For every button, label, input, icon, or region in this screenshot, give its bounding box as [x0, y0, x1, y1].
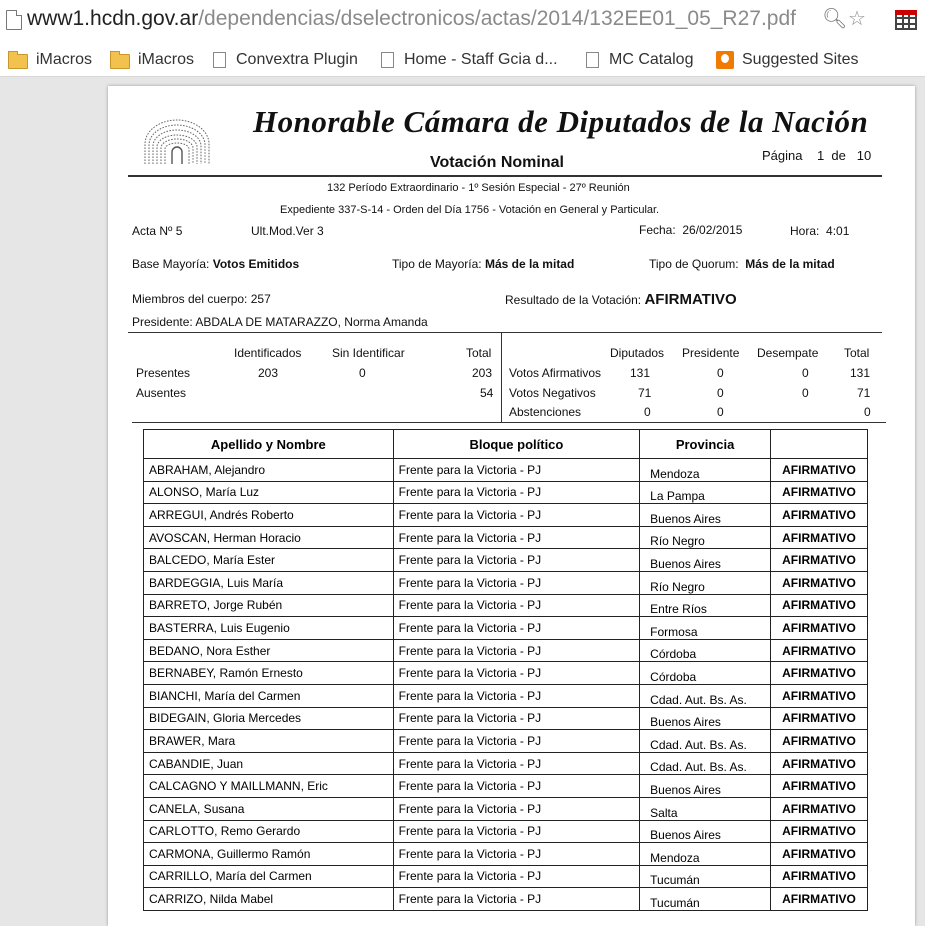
summary-header-diputados: Diputados [610, 346, 665, 360]
page-icon [381, 52, 394, 68]
cell-vote: AFIRMATIVO [771, 797, 868, 820]
cell-vote: AFIRMATIVO [771, 752, 868, 775]
url-host: www1.hcdn.gov.ar [27, 7, 199, 30]
ausentes-total: 54 [480, 386, 494, 400]
table-row [144, 594, 868, 617]
cell-name: BEDANO, Nora Esther [144, 639, 394, 662]
cell-vote: AFIRMATIVO [771, 707, 868, 730]
base-mayoria [132, 257, 299, 271]
table-row [144, 730, 868, 753]
cell-bloque: Frente para la Victoria - PJ [393, 662, 639, 685]
bookmark-home-staff[interactable] [381, 49, 558, 71]
bookmark-label: iMacros [138, 51, 195, 68]
miembros-label: Miembros del cuerpo: [132, 292, 248, 306]
page-total: 10 [856, 148, 872, 163]
bookmark-suggested-sites[interactable] [716, 49, 859, 71]
bookmark-label: iMacros [36, 51, 93, 68]
presentes-sin-identificar: 0 [359, 366, 366, 380]
bookmark-label: Home - Staff Gcia d... [404, 51, 558, 68]
cell-vote: AFIRMATIVO [771, 481, 868, 504]
cell-vote: AFIRMATIVO [771, 594, 868, 617]
bookmark-star-icon[interactable]: ☆ [848, 8, 866, 30]
cell-bloque: Frente para la Victoria - PJ [393, 730, 639, 753]
summary-cell: 0 [717, 366, 724, 380]
column-header-provincia: Provincia [640, 430, 771, 459]
cell-bloque: Frente para la Victoria - PJ [393, 571, 639, 594]
cell-prov: Buenos Aires [640, 820, 771, 843]
tipo-mayoria [392, 257, 574, 271]
cell-name: ALONSO, María Luz [144, 481, 394, 504]
fecha-value: 26/02/2015 [682, 223, 743, 237]
cell-name: BRAWER, Mara [144, 730, 394, 753]
summary-cell: 71 [638, 386, 652, 400]
cell-bloque: Frente para la Victoria - PJ [393, 865, 639, 888]
table-row [144, 707, 868, 730]
summary-top-rule [128, 332, 882, 333]
cell-prov: Buenos Aires [640, 504, 771, 527]
cell-bloque: Frente para la Victoria - PJ [393, 752, 639, 775]
hora-field [790, 224, 849, 238]
cell-prov: Tucumán [640, 888, 771, 911]
session-line: 132 Período Extraordinario - 1º Sesión Especial - 27º Reunión [327, 182, 630, 194]
summary-cell: 131 [630, 366, 651, 380]
resultado-value: AFIRMATIVO [644, 291, 737, 308]
cell-prov: Córdoba [640, 662, 771, 685]
cell-vote: AFIRMATIVO [771, 843, 868, 866]
table-row [144, 797, 868, 820]
cell-vote: AFIRMATIVO [771, 639, 868, 662]
table-row [144, 571, 868, 594]
cell-bloque: Frente para la Victoria - PJ [393, 684, 639, 707]
table-row [144, 481, 868, 504]
hora-value: 4:01 [826, 224, 850, 238]
cell-prov: Mendoza [640, 843, 771, 866]
cell-bloque: Frente para la Victoria - PJ [393, 888, 639, 911]
cell-prov: Cdad. Aut. Bs. As. [640, 684, 771, 707]
tipo-quorum-value: Más de la mitad [745, 257, 835, 271]
bookmark-label: Suggested Sites [742, 51, 859, 68]
cell-name: ABRAHAM, Alejandro [144, 459, 394, 482]
summary-cell: 0 [864, 405, 871, 419]
suggested-sites-icon [716, 51, 734, 69]
tipo-mayoria-value: Más de la mitad [484, 257, 575, 271]
bookmark-imacros-2[interactable] [110, 49, 194, 71]
summary-header-total: Total [844, 346, 870, 360]
cell-name: CANELA, Susana [144, 797, 394, 820]
table-row [144, 662, 868, 685]
cell-name: CABANDIE, Juan [144, 752, 394, 775]
cell-vote: AFIRMATIVO [771, 865, 868, 888]
version-label: Ult.Mod.Ver 3 [251, 224, 324, 238]
attendance-header-total: Total [466, 346, 492, 360]
presidente-value: ABDALA DE MATARAZZO, Norma Amanda [195, 315, 428, 329]
hora-label: Hora: [790, 224, 820, 238]
table-header-row [144, 430, 868, 459]
bookmark-label: Convextra Plugin [236, 51, 358, 68]
cell-name: BIANCHI, María del Carmen [144, 684, 394, 707]
cell-bloque: Frente para la Victoria - PJ [393, 639, 639, 662]
summary-row-label: Votos Afirmativos [509, 366, 602, 380]
pdf-page [108, 86, 915, 926]
url-path: /dependencias/dselectronicos/actas/2014/132EE01_05_R27.pdf [198, 7, 796, 30]
votes-table [143, 429, 868, 911]
folder-icon [8, 54, 28, 69]
summary-header-presidente: Presidente [682, 346, 740, 360]
cell-bloque: Frente para la Victoria - PJ [393, 617, 639, 640]
cell-prov: Buenos Aires [640, 707, 771, 730]
cell-name: CARRILLO, María del Carmen [144, 865, 394, 888]
summary-bottom-rule [132, 422, 886, 423]
table-row [144, 617, 868, 640]
folder-icon [110, 54, 130, 69]
congress-logo-icon [142, 114, 212, 166]
summary-row-label: Abstenciones [509, 405, 582, 419]
bookmarks-bar [0, 44, 925, 77]
summary-cell: 131 [850, 366, 871, 380]
attendance-header-identificados: Identificados [234, 346, 302, 360]
fecha-field [639, 223, 742, 237]
cell-prov: Salta [640, 797, 771, 820]
page-number [762, 148, 871, 163]
table-row [144, 843, 868, 866]
cell-prov: La Pampa [640, 481, 771, 504]
presentes-total: 203 [472, 366, 493, 380]
ausentes-label: Ausentes [136, 386, 187, 400]
summary-cell: 0 [802, 366, 809, 380]
cell-name: BIDEGAIN, Gloria Mercedes [144, 707, 394, 730]
cell-prov: Tucumán [640, 865, 771, 888]
cell-name: ARREGUI, Andrés Roberto [144, 504, 394, 527]
address-bar[interactable] [0, 0, 925, 44]
bookmark-imacros-1[interactable] [8, 49, 92, 71]
resultado [505, 291, 737, 308]
presidente [132, 315, 428, 329]
cell-prov: Buenos Aires [640, 775, 771, 798]
table-row [144, 865, 868, 888]
cell-vote: AFIRMATIVO [771, 775, 868, 798]
header-divider [128, 175, 882, 177]
table-row [144, 459, 868, 482]
cell-prov: Río Negro [640, 526, 771, 549]
cell-prov: Formosa [640, 617, 771, 640]
cell-vote: AFIRMATIVO [771, 571, 868, 594]
summary-cell: 0 [717, 405, 724, 419]
summary-divider [501, 332, 502, 422]
table-row [144, 549, 868, 572]
cell-name: BERNABEY, Ramón Ernesto [144, 662, 394, 685]
page-current: 1 [816, 148, 825, 163]
presentes-label: Presentes [136, 366, 191, 380]
summary-cell: 0 [802, 386, 809, 400]
cell-prov: Buenos Aires [640, 549, 771, 572]
cell-bloque: Frente para la Victoria - PJ [393, 820, 639, 843]
table-row [144, 684, 868, 707]
cell-name: CARLOTTO, Remo Gerardo [144, 820, 394, 843]
table-row [144, 752, 868, 775]
cell-bloque: Frente para la Victoria - PJ [393, 504, 639, 527]
summary-cell: 71 [857, 386, 871, 400]
cell-bloque: Frente para la Victoria - PJ [393, 459, 639, 482]
cell-bloque: Frente para la Victoria - PJ [393, 481, 639, 504]
page-icon [586, 52, 599, 68]
cell-name: BASTERRA, Luis Eugenio [144, 617, 394, 640]
cell-bloque: Frente para la Victoria - PJ [393, 526, 639, 549]
bookmark-label: MC Catalog [609, 51, 694, 68]
cell-name: CALCAGNO Y MAILLMANN, Eric [144, 775, 394, 798]
column-header-bloque: Bloque político [393, 430, 639, 459]
cell-bloque: Frente para la Victoria - PJ [393, 843, 639, 866]
bookmark-mc-catalog[interactable] [586, 49, 693, 71]
zoom-icon[interactable]: 🔍︎ [822, 8, 848, 30]
tipo-quorum-label: Tipo de Quorum: [649, 257, 739, 271]
cell-prov: Cdad. Aut. Bs. As. [640, 730, 771, 753]
cell-bloque: Frente para la Victoria - PJ [393, 707, 639, 730]
table-row [144, 775, 868, 798]
expediente-line: Expediente 337-S-14 - Orden del Día 1756 - Votación en General y Particular. [280, 204, 660, 216]
table-row [144, 526, 868, 549]
cell-name: AVOSCAN, Herman Horacio [144, 526, 394, 549]
miembros [132, 292, 271, 306]
cell-vote: AFIRMATIVO [771, 730, 868, 753]
base-mayoria-label: Base Mayoría: [132, 257, 210, 271]
extension-grid-icon[interactable] [895, 10, 917, 30]
cell-bloque: Frente para la Victoria - PJ [393, 775, 639, 798]
cell-vote: AFIRMATIVO [771, 662, 868, 685]
table-row [144, 639, 868, 662]
column-header-voto [771, 430, 868, 459]
document-title: Honorable Cámara de Diputados de la Nación [253, 104, 869, 139]
presidente-label: Presidente: [132, 315, 193, 329]
cell-name: CARMONA, Guillermo Ramón [144, 843, 394, 866]
table-row [144, 504, 868, 527]
tipo-quorum [649, 257, 835, 271]
cell-vote: AFIRMATIVO [771, 459, 868, 482]
cell-vote: AFIRMATIVO [771, 684, 868, 707]
cell-vote: AFIRMATIVO [771, 504, 868, 527]
cell-bloque: Frente para la Victoria - PJ [393, 594, 639, 617]
cell-name: CARRIZO, Nilda Mabel [144, 888, 394, 911]
cell-prov: Cdad. Aut. Bs. As. [640, 752, 771, 775]
page-label: Página [762, 148, 803, 163]
cell-name: BARDEGGIA, Luis María [144, 571, 394, 594]
miembros-value: 257 [250, 292, 271, 306]
cell-vote: AFIRMATIVO [771, 617, 868, 640]
cell-prov: Río Negro [640, 571, 771, 594]
summary-cell: 0 [717, 386, 724, 400]
summary-cell: 0 [644, 405, 651, 419]
presentes-identificados: 203 [258, 366, 279, 380]
resultado-label: Resultado de la Votación: [505, 293, 642, 307]
cell-name: BALCEDO, María Ester [144, 549, 394, 572]
cell-bloque: Frente para la Victoria - PJ [393, 549, 639, 572]
page-icon [213, 52, 226, 68]
cell-vote: AFIRMATIVO [771, 888, 868, 911]
page-of: de [831, 148, 846, 163]
bookmark-convextra[interactable] [213, 49, 358, 71]
cell-bloque: Frente para la Victoria - PJ [393, 797, 639, 820]
summary-row-label: Votos Negativos [509, 386, 596, 400]
url-text[interactable] [27, 7, 796, 31]
document-subtitle: Votación Nominal [430, 154, 564, 171]
base-mayoria-value: Votos Emitidos [212, 257, 300, 271]
cell-vote: AFIRMATIVO [771, 526, 868, 549]
cell-vote: AFIRMATIVO [771, 820, 868, 843]
acta-number: Acta Nº 5 [132, 224, 183, 238]
tipo-mayoria-label: Tipo de Mayoría: [392, 257, 482, 271]
column-header-name: Apellido y Nombre [144, 430, 394, 459]
cell-prov: Córdoba [640, 639, 771, 662]
votes-table-body [144, 459, 868, 911]
cell-name: BARRETO, Jorge Rubén [144, 594, 394, 617]
cell-prov: Mendoza [640, 459, 771, 482]
cell-vote: AFIRMATIVO [771, 549, 868, 572]
table-row [144, 820, 868, 843]
page-icon [6, 10, 22, 30]
summary-header-desempate: Desempate [757, 346, 819, 360]
attendance-header-sin-identificar: Sin Identificar [332, 346, 405, 360]
cell-prov: Entre Ríos [640, 594, 771, 617]
fecha-label: Fecha: [639, 223, 676, 237]
table-row [144, 888, 868, 911]
